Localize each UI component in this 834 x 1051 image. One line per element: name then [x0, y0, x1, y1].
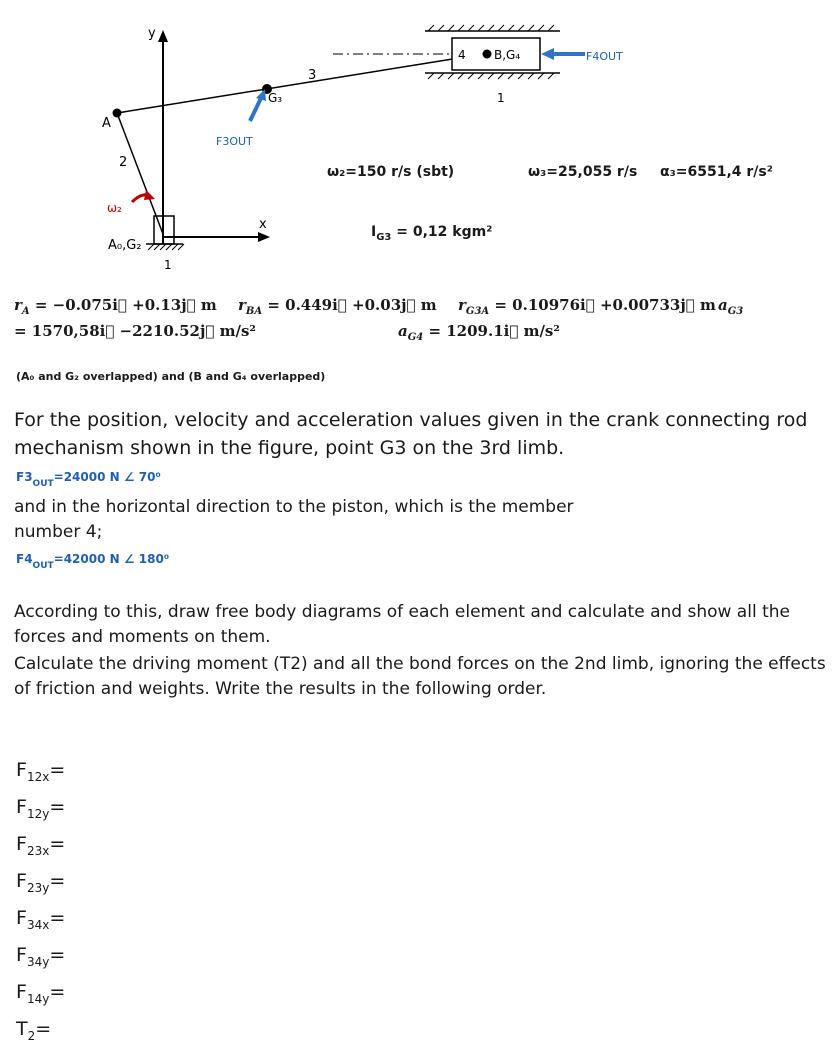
x-axis-label: x	[259, 217, 267, 232]
guide-bottom-hatch	[428, 73, 554, 79]
inertia-sub: G3	[376, 232, 392, 243]
ground-label-1-right: 1	[497, 91, 505, 105]
omega2-given: ω₂=150 r/s (sbt)	[327, 164, 455, 180]
answer-f23y: $F_{23y}=$	[16, 870, 66, 895]
problem-paragraph-3: According to this, draw free body diagrams of each element and calculate and show all the forces and moments on them.	[14, 602, 790, 647]
omega2-label: ω₂	[107, 201, 122, 215]
ground-label-1-left: 1	[164, 258, 172, 272]
point-a-label: A	[102, 116, 111, 131]
x-axis-arrow	[258, 232, 270, 242]
f4out-given: $F4_{OUT}=42000$ N ∠ 180⁰	[16, 552, 170, 571]
problem-paragraph-2: and in the horizontal direction to the piston, which is the member number 4;	[14, 497, 574, 542]
vector-r-g3a: $r_{G3A}$ = 0.10976i⃗ +0.00733j⃗ m	[458, 296, 716, 317]
link-2	[117, 113, 163, 234]
point-b-dot	[483, 50, 492, 59]
f3out-given: $F3_{OUT}=24000$ N ∠ 70⁰	[16, 470, 161, 489]
answer-f12x: $F_{12x}=$	[16, 759, 66, 784]
vector-a-g4: $a_{G4}$ = 1209.1i⃗ m/s²	[398, 322, 560, 343]
alpha3-given: α₃=6551,4 r/s²	[660, 164, 773, 180]
origin-label: A₀,G₂	[108, 238, 142, 253]
answer-t2: $T_2=$	[16, 1018, 52, 1043]
vector-a-g3-value: = 1570,58i⃗ −2210.52j⃗ m/s²	[14, 322, 256, 340]
g3-label: G₃	[268, 91, 283, 105]
inertia-given	[371, 224, 492, 243]
answer-f12y: $F_{12y}=$	[16, 796, 66, 821]
y-axis-label: y	[148, 26, 156, 41]
problem-paragraph-1: For the position, velocity and acceleration values given in the crank connecting rod mechanism shown in the figure, point G3 on the 3rd limb.	[14, 409, 808, 459]
link-3-label: 3	[308, 68, 317, 83]
link-3	[117, 53, 490, 113]
answer-f34x: $F_{34x}=$	[16, 907, 66, 932]
overlap-note: (A₀ and G₂ overlapped) and (B and G₄ overlapped)	[16, 370, 326, 383]
omega3-given: ω₃=25,055 r/s	[528, 164, 638, 180]
inertia-value: = 0,12 kgm²	[391, 224, 493, 240]
f3out-arrow	[250, 96, 262, 121]
piston-4-label: 4	[458, 48, 466, 62]
y-axis-arrow	[158, 30, 168, 42]
link-2-label: 2	[119, 155, 128, 170]
guide-top-hatch	[428, 25, 554, 31]
inertia-symbol: I	[371, 224, 377, 240]
problem-paragraph-4: Calculate the driving moment (T2) and all the bond forces on the 2nd limb, ignoring the effects of friction and weights. Write the results in the following order.	[14, 654, 826, 699]
answer-f14y: $F_{14y}=$	[16, 981, 66, 1006]
f4out-label: F4OUT	[586, 50, 623, 63]
point-b-g4-label: B,G₄	[494, 48, 521, 62]
vector-r-a: $r_A$ = −0.075i⃗ +0.13j⃗ m	[14, 296, 217, 317]
answer-f34y: $F_{34y}=$	[16, 944, 66, 969]
f3out-label: F3OUT	[216, 135, 253, 148]
answer-f23x: $F_{23x}=$	[16, 833, 66, 858]
vector-r-ba: $r_{BA}$ = 0.449i⃗ +0.03j⃗ m	[238, 296, 437, 317]
answer-list	[16, 755, 65, 1051]
ground-hatch-a0	[148, 244, 184, 250]
vector-a-g3: $a_{G3}$	[718, 296, 744, 317]
